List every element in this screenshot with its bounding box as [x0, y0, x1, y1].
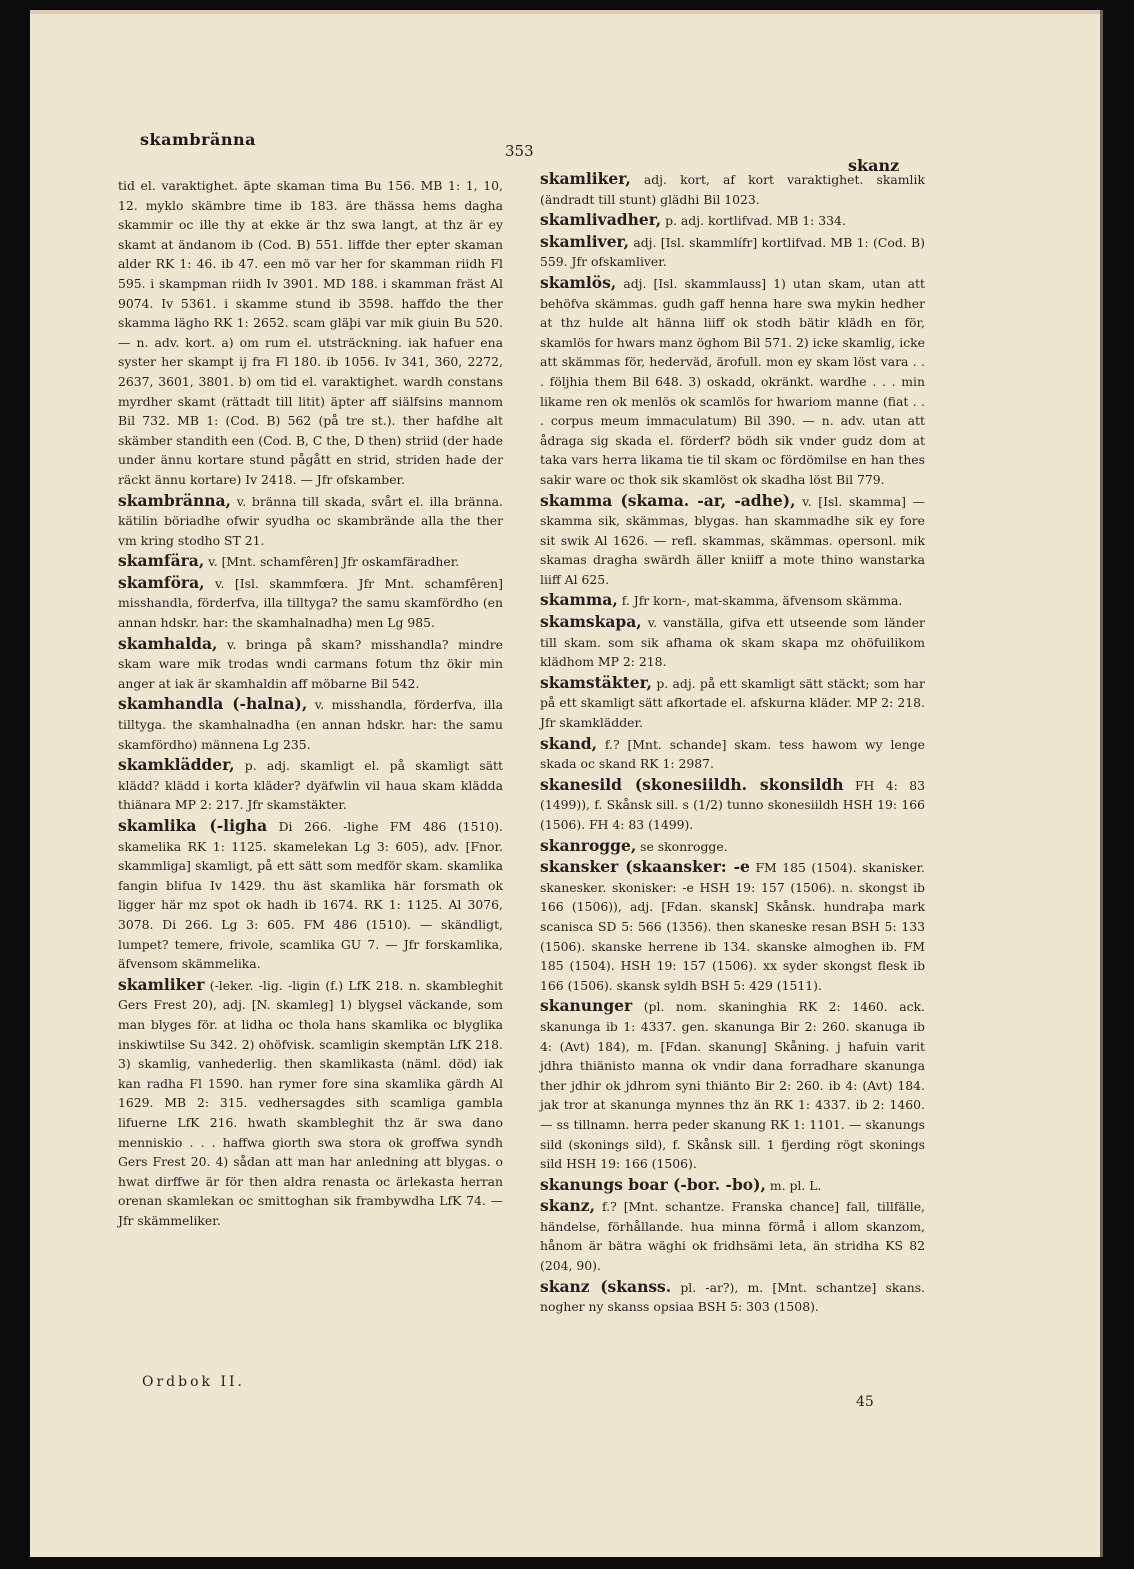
entry-text: v. bringa på skam? misshandla? mindre skam ware mik trodas wndi carmans fotum thz ökir min anger at iak är skamhaldin aff möbarne Bil 542.	[118, 636, 503, 691]
dictionary-entry	[540, 1175, 925, 1196]
dictionary-entry	[540, 734, 925, 774]
entry-headword: skamlika (-ligha	[118, 816, 268, 835]
dictionary-entry	[118, 755, 503, 815]
entry-text: adj. [Isl. skammlífr] kortlifvad. MB 1: (Cod. B) 559. Jfr ofskamliver.	[540, 234, 925, 270]
entry-text: v. bränna till skada, svårt el. illa bränna. kätilin böriadhe ofwir syudha oc skambrände alla the ther vm kring stodho ST 21.	[118, 493, 503, 548]
dictionary-entry	[118, 694, 503, 754]
sheet-number: 45	[856, 1394, 874, 1410]
entry-text: v. [Isl. skamma] — skamma sik, skämmas, blygas. han skammadhe sik ey fore sit swik Al 1626. — refl. skammas, skämmas. opersonl. mik skamas dragha swärdh äller kniiff a mote thino wanstarka liiff Al 625.	[540, 493, 925, 587]
entry-text: m. pl. L.	[769, 1177, 822, 1193]
right-column	[540, 169, 925, 1318]
entry-headword: skanz (skanss.	[540, 1276, 672, 1296]
entry-headword: skamklädder,	[118, 755, 235, 775]
entry-text: f. Jfr korn-, mat-skamma, äfvensom skämma.	[621, 593, 903, 609]
page-top-edge	[30, 10, 1103, 14]
entry-headword: skamskapa,	[540, 612, 642, 632]
entry-headword: skanrogge,	[540, 835, 637, 855]
dictionary-page	[30, 10, 1103, 1557]
entry-headword: skamfära,	[118, 551, 205, 571]
entry-text: f.? [Mnt. schantze. Franska chance] fall, tillfälle, händelse, förhållande. hua minna förmå i allom skanzom, hånom är bätra wäghi ok fridhsämi leta, än stridha KS 82 (204, 90).	[540, 1199, 925, 1274]
dictionary-entry	[540, 169, 925, 209]
dictionary-entry	[540, 775, 925, 835]
entry-headword: skamföra,	[118, 572, 205, 592]
dictionary-entry	[118, 573, 503, 633]
entry-headword: skamliker	[118, 974, 205, 994]
dictionary-entry	[540, 273, 925, 490]
dictionary-entry	[540, 232, 925, 272]
entry-headword: skanunger	[540, 996, 633, 1016]
dictionary-entry	[540, 836, 925, 857]
dictionary-entry	[118, 975, 503, 1231]
entry-headword: skand,	[540, 733, 598, 753]
entry-text: (-leker. -lig. -ligin (f.) LfK 218. n. skambleghit Gers Frest 20), adj. [N. skamleg] 1) blygsel väckande, som man blyges för. at lidha oc thola hans skamlika oc blyglika inskiwtilse Su 342. 2) ohöfvisk. scamligin skemptän LfK 218. 3) skamlig, vanhederlig. then skamlikasta (näml. död) iak kan radha Fl 1590. han rymer fore sina skamlika gärdh Al 1629. MB 2: 315. vedhersagdes sith scamliga gambla lifuerne LfK 216. hwath skambleghit thz är swa dano menniskio . . . haffwa giorth swa stora ok groffwa syndh Gers Frest 20. 4) sådan att man har anledning att blygas. o hwat dirffwe är för then aldra renasta oc ärlekasta herran orenan skamlekan oc smittoghan sik frambywdha LfK 74. — Jfr skämmeliker.	[118, 977, 503, 1228]
entry-headword: skamliver,	[540, 231, 629, 251]
entry-headword: skamstäkter,	[540, 672, 653, 692]
entry-text: FM 185 (1504). skanisker. skanesker. skonisker: -e HSH 19: 157 (1506). n. skongst ib 166 (1506)), adj. [Fdan. skansk] Skånsk. hundraþa mark scanisca SD 5: 566 (1356). then skaneske resan BSH 5: 133 (1506). skanske herrene ib 134. skanske almoghen ib. FM 185 (1504). HSH 19: 157 (1506). xx syder skongst flesk ib 166 (1506). skansk syldh BSH 5: 429 (1511).	[540, 860, 925, 993]
entry-text: pl. -ar?), m. [Mnt. schantze] skans. nogher ny skanss opsiaa BSH 5: 303 (1508).	[540, 1279, 925, 1315]
dictionary-entry	[540, 612, 925, 672]
entry-text: f.? [Mnt. schande] skam. tess hawom wy lenge skada oc skand RK 1: 2987.	[540, 736, 925, 772]
entry-headword: skansker (skaansker: -e	[540, 857, 750, 877]
left-column	[118, 175, 503, 1231]
dictionary-entry	[118, 816, 503, 974]
entry-headword: skamma (skama. -ar, -adhe),	[540, 490, 796, 510]
page-right-edge	[1100, 10, 1103, 1557]
page-number: 353	[505, 142, 534, 160]
entry-text: adj. [Isl. skammlauss] 1) utan skam, utan att behöfva skämmas. gudh gaff henna hare swa mykin hedher at thz hulde alt hänna liiff ok stodh bätir klädh en för, skamlös for hwars manz öghom Bil 571. 2) icke skamlig, icke att skämmas för, hederväd, ärofull. mon ey skam löst vara . . . följhia them Bil 648. 3) oskadd, okränkt. wardhe . . . min likame ren ok menlös ok scamlös for hwariom manne (fiat . . . corpus meum immaculatum) Bil 390. — n. adv. utan att ådraga sig skada el. förderf? bödh sik vnder gudz dom at taka vars herra likama tie til skam oc fördömilse en han thes sakir ware oc thok sik skamlöst ok skadha löst Bil 779.	[540, 275, 925, 487]
dictionary-entry	[540, 673, 925, 733]
entry-text: Di 266. -lighe FM 486 (1510). skamelika RK 1: 1125. skamelekan Lg 3: 605), adv. [Fnor. skammliga] skamligt, på ett sätt som medför skam. skamlika fangin blifua Iv 1429. thu äst skamlika här forsmath ok ligger här mz spot ok hadh ib 1674. RK 1: 1125. Al 3076, 3078. Di 266. Lg 3: 605. FM 486 (1510). — skändligt, lumpet? temere, frivole, scamlika GU 7. — Jfr forskamlika, äfvensom skämmelika.	[118, 819, 503, 972]
entry-headword: skamlivadher,	[540, 210, 662, 230]
entry-headword: skamhandla (-halna),	[118, 694, 308, 714]
dictionary-entry	[540, 857, 925, 995]
running-head-left: skambränna	[140, 130, 257, 149]
entry-text: v. vanställa, gifva ett utseende som länder till skam. som sik afhama ok skam skapa mz ohöfuilikom klädhom MP 2: 218.	[540, 615, 925, 670]
dictionary-entry	[540, 491, 925, 590]
entry-headword: skambränna,	[118, 490, 231, 510]
entry-text: se skonrogge.	[640, 838, 728, 854]
dictionary-entry	[540, 590, 925, 611]
entry-headword: skamlös,	[540, 272, 617, 292]
entry-text: v. misshandla, förderfva, illa tilltyga. the skamhalnadha (en annan hdskr. har: the samu skamfördho) männena Lg 235.	[118, 697, 503, 752]
entry-headword: skamma,	[540, 590, 618, 610]
entry-headword: skanungs boar (-bor. -bo),	[540, 1174, 766, 1194]
sheet-signature: Ordbok II.	[142, 1374, 245, 1390]
dictionary-entry	[118, 551, 503, 572]
entry-text: (pl. nom. skaninghia RK 2: 1460. ack. skanunga ib 1: 4337. gen. skanunga Bir 2: 260. skanuga ib 4: (Avt) 184), m. [Fdan. skanung] Skåning. j hafuin varit jdhra thiänisto manna ok vndir dana forradhare skanunga ther jdhir ok jdhrom syni thiänto Bir 2: 260. ib 4: (Avt) 184. jak tror at skanunga mynnes thz än RK 1: 4337. ib 2: 1460. — ss tillnamn. herra peder skanung RK 1: 1101. — skanungs sild (skonings sild), f. Skånsk sill. 1 fjerding rögt skonings sild HSH 19: 166 (1506).	[540, 999, 925, 1172]
entry-text: adj. kort, af kort varaktighet. skamlik (ändradt till stunt) glädhi Bil 1023.	[540, 172, 925, 207]
dictionary-entry	[118, 634, 503, 694]
entry-text: tid el. varaktighet. äpte skaman tima Bu 156. MB 1: 1, 10, 12. myklo skämbre time ib 183. äre thässa hems dagha skammir oc ille thy at ekke är thz swa langt, at thz är ey skamt at ändanom ib (Cod. B) 551. liffde ther epter skaman alder RK 1: 46. ib 47. een mö var her for skamman riidh Fl 595. i skampman riidh Iv 3901. MD 188. i skamman fräst Al 9074. Iv 5361. i skamme stund ib 3598. haffdo the ther skamma lägho RK 1: 2652. scam gläþi var mik giuin Bu 520. — n. adv. kort. a) om rum el. utsträckning. iak hafuer ena syster her skampt ij fra Fl 180. ib 1056. Iv 341, 360, 2272, 2637, 3601, 3801. b) om tid el. varaktighet. wardh constans myrdher skamt (rättadt till litit) äpter aff siälfsins mannom Bil 732. MB 1: (Cod. B) 562 (på tre st.). ther hafdhe alt skämber standith een (Cod. B, C the, D then) striid (der hade under ännu kortare stund pågått en strid, striden hade der räckt ännu kortare) Iv 2418. — Jfr ofskamber.	[118, 178, 503, 487]
entry-text: FH 4: 83 (1499)), f. Skånsk sill. s (1/2) tunno skonesiildh HSH 19: 166 (1506). FH 4: 83 (1499).	[540, 777, 925, 832]
entry-headword: skamliker,	[540, 169, 631, 188]
dictionary-entry	[540, 996, 925, 1173]
entry-headword: skanesild (skonesiildh. skonsildh	[540, 774, 844, 794]
entry-text: p. adj. skamligt el. på skamligt sätt klädd? klädd i korta kläder? dyäfwlin vil haua skam klädda thiänara MP 2: 217. Jfr skamstäkter.	[118, 758, 503, 813]
dictionary-entry	[540, 1277, 925, 1317]
dictionary-entry	[540, 1196, 925, 1275]
entry-text: v. [Mnt. schamfêren] Jfr oskamfäradher.	[208, 554, 460, 570]
dictionary-entry	[540, 210, 925, 231]
dictionary-entry	[118, 491, 503, 551]
entry-text: p. adj. kortlifvad. MB 1: 334.	[665, 213, 846, 229]
entry-headword: skanz,	[540, 1196, 595, 1216]
entry-headword: skamhalda,	[118, 633, 218, 653]
entry-text: p. adj. på ett skamligt sätt stäckt; som har på ett skamligt sätt afkortade el. afskurna kläder. MP 2: 218. Jfr skamklädder.	[540, 675, 925, 731]
entry-text: v. [Isl. skammfœra. Jfr Mnt. schamfêren] misshandla, förderfva, illa tilltyga? the samu skamfördho (en annan hdskr. har: the skamhalnadha) men Lg 985.	[118, 575, 503, 631]
dictionary-entry	[118, 175, 503, 490]
running-head-right: skanz	[848, 156, 900, 175]
